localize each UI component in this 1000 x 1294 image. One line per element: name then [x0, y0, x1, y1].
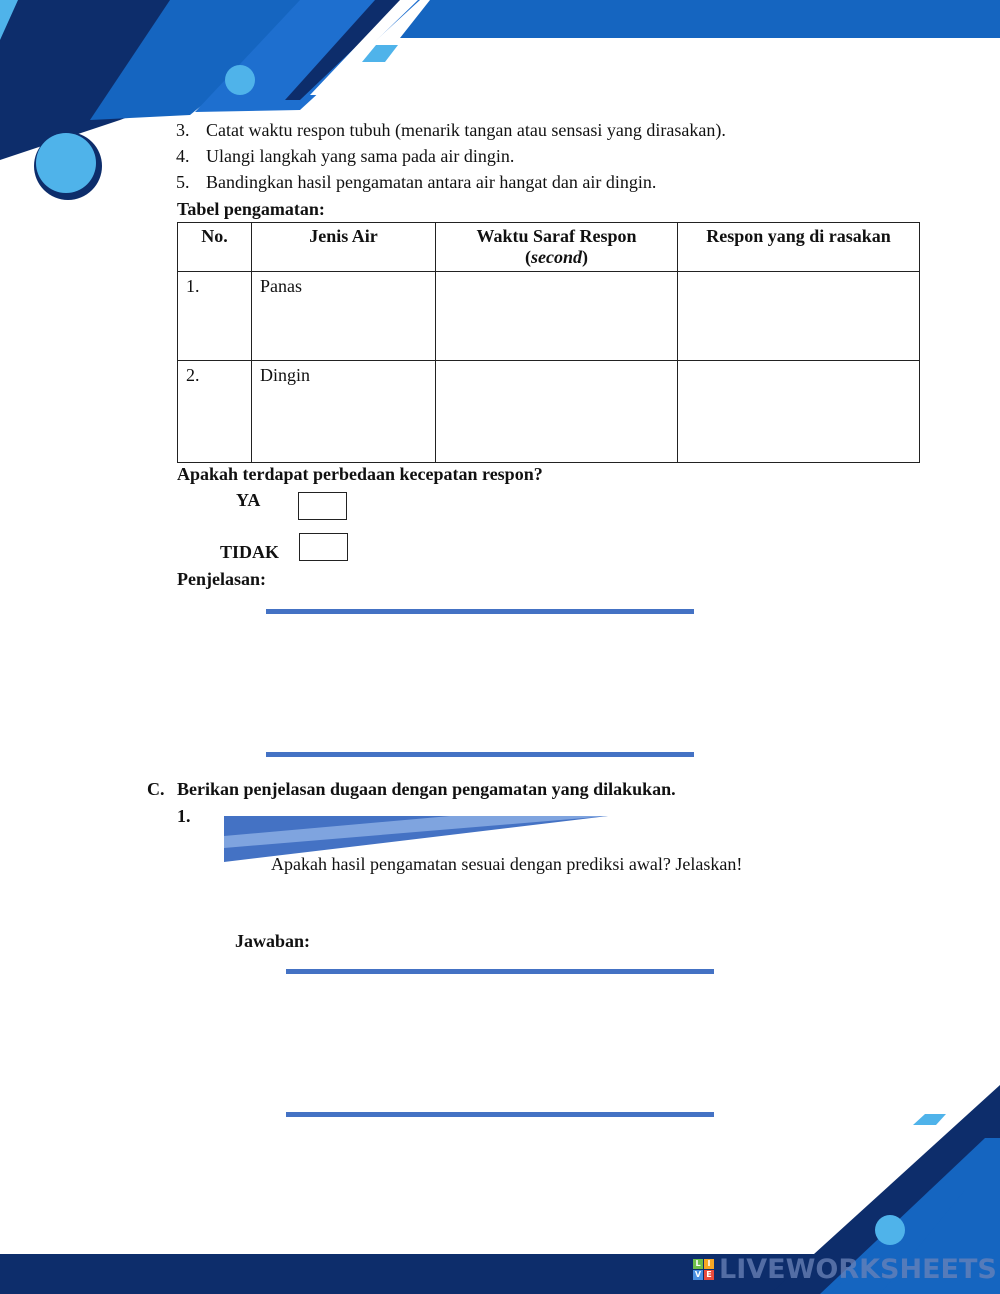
header-waktu-open: (	[525, 247, 531, 267]
table-header-row	[178, 223, 920, 272]
header-waktu	[436, 223, 678, 272]
answer-label: Jawaban:	[235, 931, 311, 951]
bottom-small-light-parallelogram	[913, 1114, 946, 1125]
logo-letter: L	[693, 1259, 703, 1269]
option-yes-checkbox[interactable]	[298, 492, 347, 520]
liveworksheets-brand-text: LIVEWORKSHEETS	[719, 1254, 997, 1285]
top-blue-band	[400, 0, 1000, 38]
cell-respon-input[interactable]	[678, 361, 920, 463]
step-text: Catat waktu respon tubuh (menarik tangan atau sensasi yang dirasakan).	[206, 120, 726, 140]
table-row	[178, 272, 920, 361]
liveworksheets-logo-icon	[693, 1259, 715, 1281]
explanation-line-top	[266, 609, 694, 614]
cell-respon-input[interactable]	[678, 272, 920, 361]
step-text: Ulangi langkah yang sama pada air dingin.	[206, 146, 515, 166]
cell-no: 1.	[178, 272, 252, 361]
step-number: 4.	[176, 146, 190, 166]
logo-letter: E	[704, 1270, 714, 1280]
answer-line-top	[286, 969, 714, 974]
option-yes-label: YA	[236, 490, 261, 510]
question-text: Apakah terdapat perbedaan kecepatan respon?	[177, 464, 543, 484]
cell-waktu-input[interactable]	[436, 272, 678, 361]
header-waktu-unit: second	[531, 247, 582, 267]
observation-table	[177, 222, 920, 463]
cell-jenis-air: Dingin	[252, 361, 436, 463]
explanation-label: Penjelasan:	[177, 569, 266, 589]
header-no: No.	[178, 223, 252, 272]
step-item	[176, 145, 514, 167]
cell-waktu-input[interactable]	[436, 361, 678, 463]
light-blue-dot-small	[225, 65, 255, 95]
header-jenis-air: Jenis Air	[252, 223, 436, 272]
section-c-letter: C.	[147, 779, 165, 799]
answer-line-bottom	[286, 1112, 714, 1117]
logo-letter: V	[694, 1270, 702, 1279]
option-no-label: TIDAK	[220, 542, 280, 562]
header-waktu-close: )	[582, 247, 588, 267]
section-c-item-number: 1.	[177, 806, 191, 826]
table-row	[178, 361, 920, 463]
light-blue-dot-large	[36, 133, 96, 193]
step-item	[176, 171, 656, 193]
section-c-item-question: Apakah hasil pengamatan sesuai dengan prediksi awal? Jelaskan!	[271, 854, 743, 874]
table-title: Tabel pengamatan:	[177, 199, 325, 219]
step-text: Bandingkan hasil pengamatan antara air hangat dan air dingin.	[206, 172, 657, 192]
option-no-checkbox[interactable]	[299, 533, 348, 561]
step-number: 3.	[176, 120, 190, 140]
header-waktu-main: Waktu Saraf Respon	[476, 226, 637, 246]
step-item	[176, 119, 726, 141]
cell-no: 2.	[178, 361, 252, 463]
header-respon: Respon yang di rasakan	[678, 223, 920, 272]
step-number: 5.	[176, 172, 190, 192]
bottom-light-blue-dot	[875, 1215, 905, 1245]
cell-jenis-air: Panas	[252, 272, 436, 361]
logo-letter: I	[704, 1259, 714, 1269]
section-c-title: Berikan penjelasan dugaan dengan pengamatan yang dilakukan.	[177, 779, 676, 799]
explanation-line-bottom	[266, 752, 694, 757]
